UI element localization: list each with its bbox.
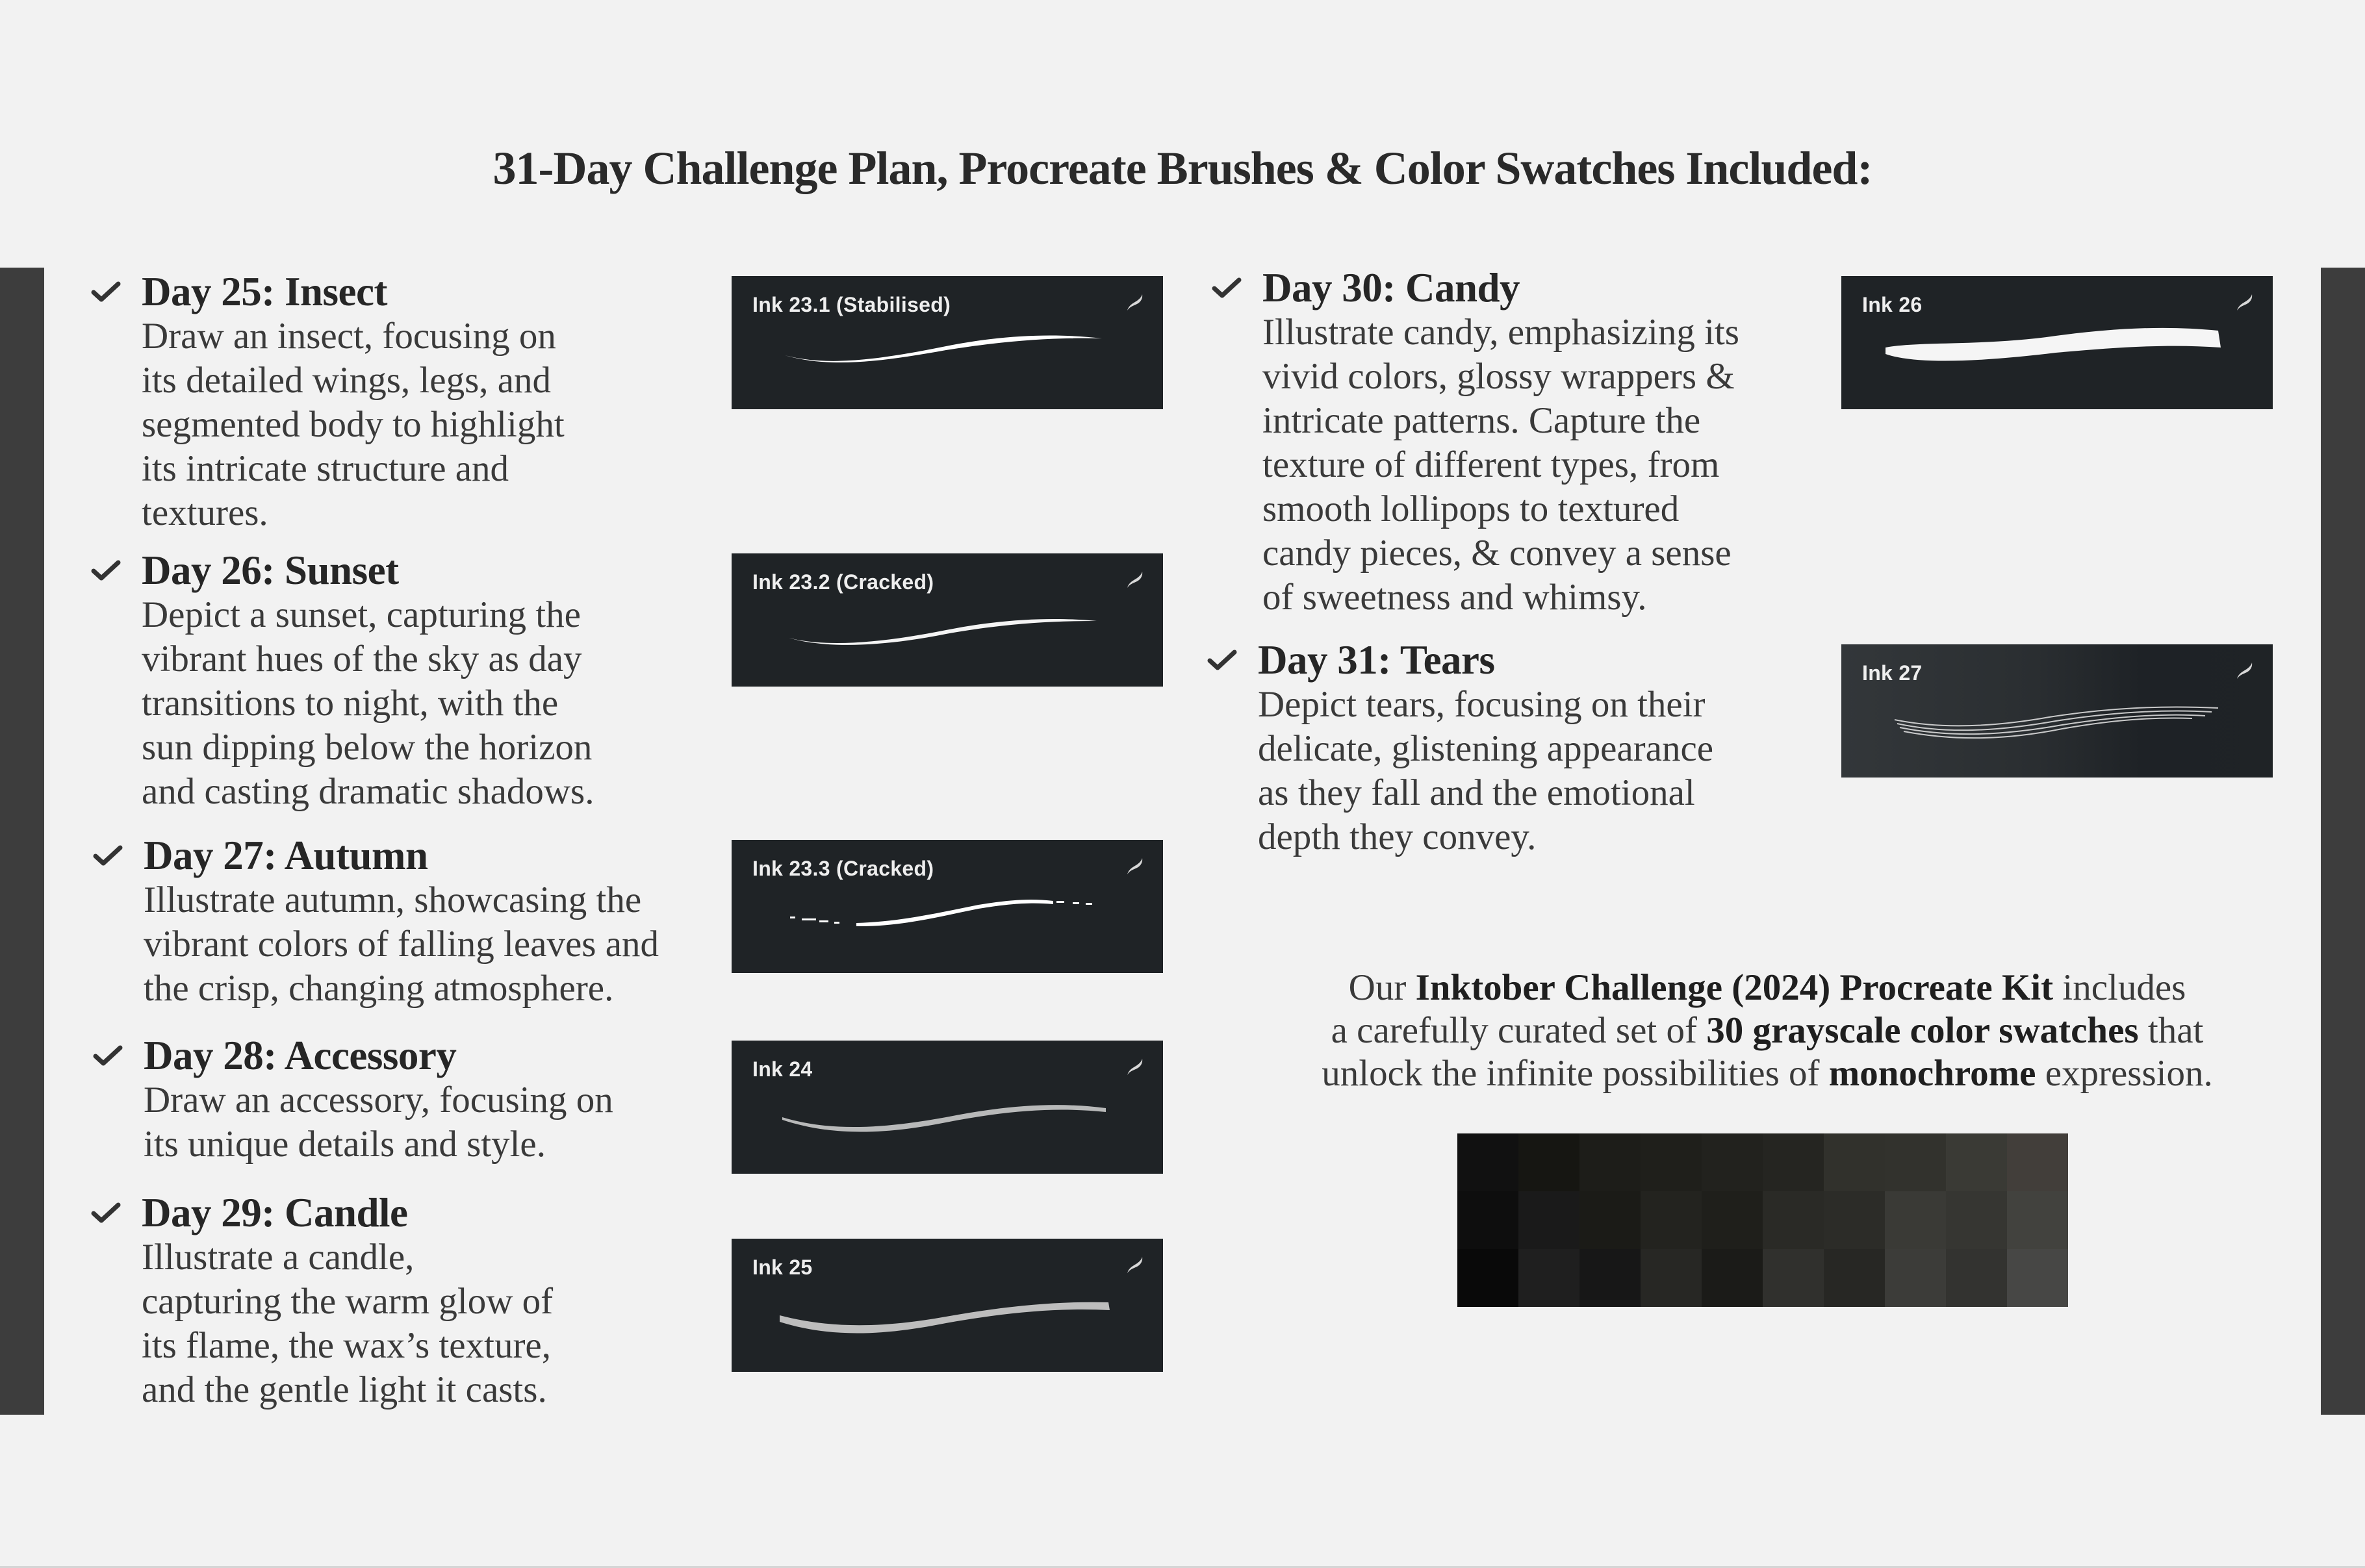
brush-card-ink-27 <box>1841 644 2273 778</box>
color-swatch <box>2007 1191 2068 1249</box>
brush-name: Ink 25 <box>752 1256 813 1279</box>
color-swatch <box>2007 1133 2068 1191</box>
checkmark-icon <box>1207 649 1237 672</box>
day-28-item <box>144 1033 613 1167</box>
brush-card-ink-23-3 <box>732 840 1163 973</box>
color-swatch <box>1763 1191 1824 1249</box>
day-heading: Day 31: Tears <box>1258 637 1495 683</box>
brush-stroke-preview <box>1841 276 2273 409</box>
brush-stroke-preview <box>732 840 1163 973</box>
brush-card-ink-23-1 <box>732 276 1163 409</box>
day-description: Illustrate candy, emphasizing its vivid colors, glossy wrappers & intricate patterns. Capture the texture of different types, from smooth lollipops to textured candy pieces, & convey a sense of sweetness and whimsy. <box>1262 312 1739 618</box>
color-swatch <box>1946 1133 2007 1191</box>
right-side-bar <box>2321 268 2365 1415</box>
brush-card-ink-26 <box>1841 276 2273 409</box>
day-25-item <box>142 269 565 535</box>
day-27-item <box>144 833 659 1011</box>
brush-stroke-preview <box>1841 644 2273 778</box>
brush-name: Ink 27 <box>1862 661 1923 685</box>
day-heading: Day 25: Insect <box>142 269 387 314</box>
color-swatch <box>1885 1249 1946 1307</box>
brush-name: Ink 24 <box>752 1057 813 1081</box>
color-swatch <box>1763 1133 1824 1191</box>
color-swatch <box>1824 1133 1885 1191</box>
page-title: 31-Day Challenge Plan, Procreate Brushes & Color Swatches Included: <box>492 142 1873 194</box>
day-29-item <box>142 1190 553 1412</box>
color-swatch <box>1763 1249 1824 1307</box>
grayscale-swatch-grid <box>1457 1133 2068 1307</box>
color-swatch <box>1946 1191 2007 1249</box>
day-heading: Day 28: Accessory <box>144 1033 457 1078</box>
color-swatch <box>1518 1191 1579 1249</box>
checkmark-icon <box>91 281 121 304</box>
brush-name: Ink 23.3 (Cracked) <box>752 857 934 880</box>
color-swatch <box>1641 1191 1702 1249</box>
brush-name: Ink 23.1 (Stabilised) <box>752 293 951 316</box>
day-heading: Day 29: Candle <box>142 1190 408 1235</box>
color-swatch <box>1885 1133 1946 1191</box>
day-description: Depict a sunset, capturing the vibrant hues of the sky as day transitions to night, with the sun dipping below the horizon and casting dramatic shadows. <box>142 594 594 812</box>
color-swatch <box>1457 1191 1518 1249</box>
color-swatch <box>1579 1249 1641 1307</box>
checkmark-icon <box>1212 277 1242 300</box>
day-30-item <box>1262 265 1739 620</box>
color-swatch <box>1702 1249 1763 1307</box>
color-swatch <box>1518 1133 1579 1191</box>
color-swatch <box>2007 1249 2068 1307</box>
day-description: Draw an accessory, focusing on its unique details and style. <box>144 1080 613 1165</box>
color-swatch <box>1641 1133 1702 1191</box>
color-swatch <box>1702 1133 1763 1191</box>
color-swatch <box>1702 1191 1763 1249</box>
day-description: Depict tears, focusing on their delicate, glistening appearance as they fall and the emotional depth they convey. <box>1258 684 1714 857</box>
checkmark-icon <box>91 559 121 583</box>
brush-card-ink-24 <box>732 1041 1163 1174</box>
checkmark-icon <box>93 844 123 868</box>
day-description: Draw an insect, focusing on its detailed wings, legs, and segmented body to highlight its intricate structure and textures. <box>142 316 565 533</box>
color-swatch <box>1641 1249 1702 1307</box>
day-26-item <box>142 548 594 814</box>
day-description: Illustrate a candle, capturing the warm glow of its flame, the wax’s texture, and the gentle light it casts. <box>142 1237 554 1410</box>
day-heading: Day 30: Candy <box>1262 265 1520 310</box>
checkmark-icon <box>91 1202 121 1225</box>
color-swatch <box>1457 1133 1518 1191</box>
color-swatch <box>1824 1249 1885 1307</box>
color-swatch <box>1824 1191 1885 1249</box>
day-heading: Day 26: Sunset <box>142 548 399 593</box>
brush-stroke-preview <box>732 1239 1163 1372</box>
day-description: Illustrate autumn, showcasing the vibrant colors of falling leaves and the crisp, changing atmosphere. <box>144 879 659 1009</box>
brush-stroke-preview <box>732 1041 1163 1174</box>
left-side-bar <box>0 268 44 1415</box>
color-swatch <box>1579 1191 1641 1249</box>
checkmark-icon <box>93 1044 123 1068</box>
color-swatch <box>1946 1249 2007 1307</box>
brush-card-ink-23-2 <box>732 553 1163 687</box>
color-swatch <box>1579 1133 1641 1191</box>
brush-stroke-preview <box>732 276 1163 409</box>
color-swatch <box>1518 1249 1579 1307</box>
brush-stroke-preview <box>732 553 1163 687</box>
kit-description: Our Inktober Challenge (2024) Procreate Kit includes a carefully curated set of 30 grayscale color swatches that unlock the infinite possibilities of monochrome expression. <box>1322 967 2213 1094</box>
brush-name: Ink 23.2 (Cracked) <box>752 570 934 594</box>
color-swatch <box>1885 1191 1946 1249</box>
color-swatch <box>1457 1249 1518 1307</box>
day-heading: Day 27: Autumn <box>144 833 428 878</box>
day-31-item <box>1258 637 1713 859</box>
brush-card-ink-25 <box>732 1239 1163 1372</box>
brush-name: Ink 26 <box>1862 293 1923 316</box>
